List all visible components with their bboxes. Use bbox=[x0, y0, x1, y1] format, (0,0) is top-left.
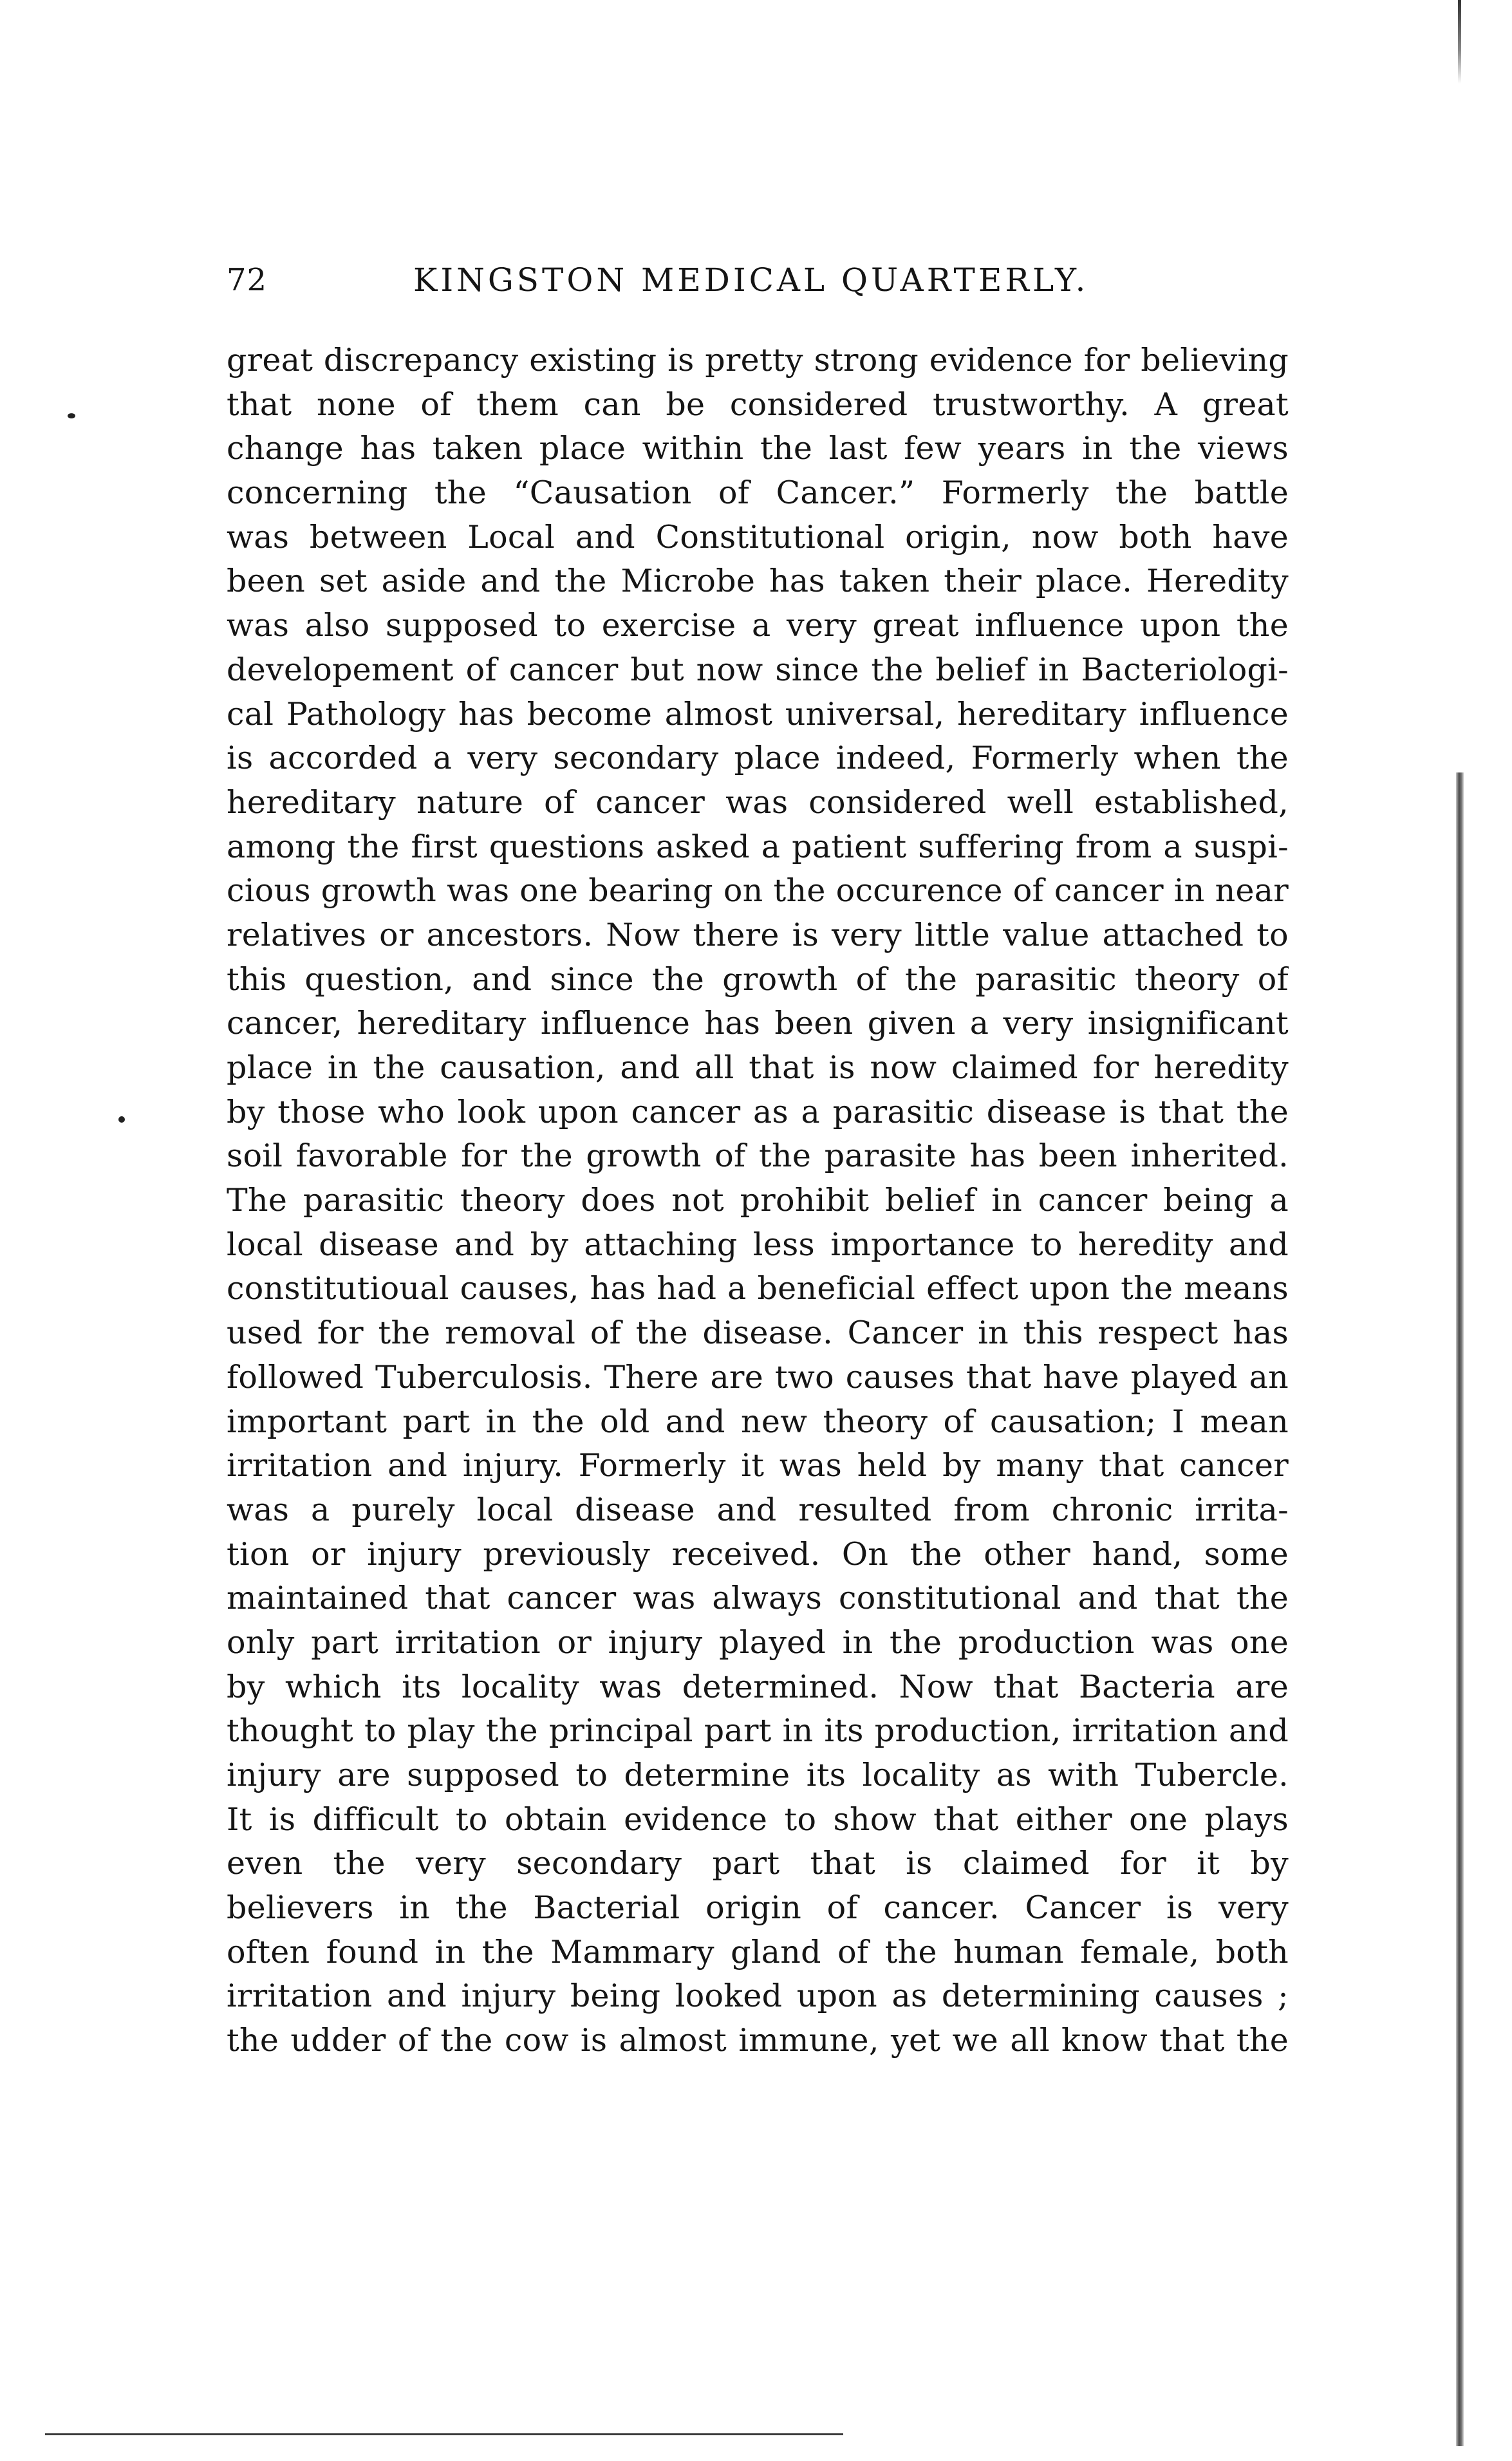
text-line: by those who look upon cancer as a parasitic disease is that the bbox=[227, 1093, 1289, 1130]
text-line: irritation and injury. Formerly it was held by many that cancer bbox=[227, 1447, 1289, 1484]
running-head: KINGSTON MEDICAL QUARTERLY. bbox=[413, 261, 1089, 299]
text-line: developement of cancer but now since the belief in Bacteriologi- bbox=[227, 651, 1289, 688]
body-text bbox=[227, 339, 1289, 2063]
text-line: thought to play the principal part in its production, irritation and bbox=[227, 1712, 1289, 1750]
text-line: among the first questions asked a patient suffering from a suspi- bbox=[227, 828, 1289, 865]
text-line: great discrepancy existing is pretty strong evidence for believing bbox=[227, 342, 1289, 379]
text-line: place in the causation, and all that is now claimed for heredity bbox=[227, 1049, 1289, 1086]
text-line: injury are supposed to determine its locality as with Tubercle. bbox=[227, 1757, 1289, 1793]
text-line: followed Tuberculosis. There are two causes that have played an bbox=[227, 1358, 1289, 1396]
text-line: been set aside and the Microbe has taken their place. Heredity bbox=[227, 563, 1289, 600]
scan-speck bbox=[68, 413, 75, 418]
text-line: relatives or ancestors. Now there is very little value attached to bbox=[227, 916, 1289, 953]
text-line: cal Pathology has become almost universal, hereditary influence bbox=[227, 695, 1289, 733]
text-line: maintained that cancer was always constitutional and that the bbox=[227, 1580, 1289, 1617]
text-line: that none of them can be considered trustworthy. A great bbox=[227, 386, 1289, 423]
text-line: irritation and injury being looked upon as determining causes ; bbox=[227, 1978, 1289, 2015]
text-line: cious growth was one bearing on the occurence of cancer in near bbox=[227, 872, 1289, 910]
text-line: The parasitic theory does not prohibit belief in cancer being a bbox=[227, 1182, 1289, 1219]
text-line: tion or injury previously received. On the other hand, some bbox=[227, 1535, 1289, 1573]
text-line: hereditary nature of cancer was considered well established, bbox=[227, 783, 1289, 821]
text-line: only part irritation or injury played in the production was one bbox=[227, 1624, 1289, 1661]
text-line: local disease and by attaching less importance to heredity and bbox=[227, 1226, 1289, 1263]
text-line: often found in the Mammary gland of the human female, both bbox=[227, 1933, 1289, 1970]
text-line: is accorded a very secondary place indeed, Formerly when the bbox=[227, 740, 1289, 777]
text-line: used for the removal of the disease. Cancer in this respect has bbox=[227, 1315, 1289, 1352]
text-line: concerning the “Causation of Cancer.” Formerly the battle bbox=[227, 474, 1289, 512]
text-line: was a purely local disease and resulted from chronic irrita- bbox=[227, 1491, 1289, 1528]
text-line: the udder of the cow is almost immune, yet we all know that the bbox=[227, 2022, 1289, 2059]
text-line: change has taken place within the last few years in the views bbox=[227, 430, 1289, 467]
text-line: was also supposed to exercise a very great influence upon the bbox=[227, 607, 1289, 644]
text-line: cancer, hereditary influence has been given a very insignificant bbox=[227, 1005, 1289, 1042]
text-line: constitutioual causes, has had a beneficial effect upon the means bbox=[227, 1270, 1289, 1307]
text-line: soil favorable for the growth of the parasite has been inherited. bbox=[227, 1137, 1289, 1175]
text-line: by which its locality was determined. Now that Bacteria are bbox=[227, 1668, 1289, 1705]
text-line: was between Local and Constitutional origin, now both have bbox=[227, 518, 1289, 556]
text-line: important part in the old and new theory of causation; I mean bbox=[227, 1403, 1289, 1440]
page-header bbox=[227, 257, 1289, 303]
bottom-rule bbox=[45, 2433, 843, 2435]
text-line: this question, and since the growth of the parasitic theory of bbox=[227, 960, 1289, 998]
scan-speck bbox=[118, 1116, 125, 1123]
text-line: believers in the Bacterial origin of cancer. Cancer is very bbox=[227, 1889, 1289, 1927]
text-line: It is difficult to obtain evidence to show that either one plays bbox=[227, 1801, 1289, 1838]
text-line: even the very secondary part that is claimed for it by bbox=[227, 1845, 1289, 1882]
scan-edge-artifact-top bbox=[1458, 0, 1461, 84]
page-number: 72 bbox=[227, 262, 268, 298]
scan-edge-artifact bbox=[1456, 772, 1464, 2446]
